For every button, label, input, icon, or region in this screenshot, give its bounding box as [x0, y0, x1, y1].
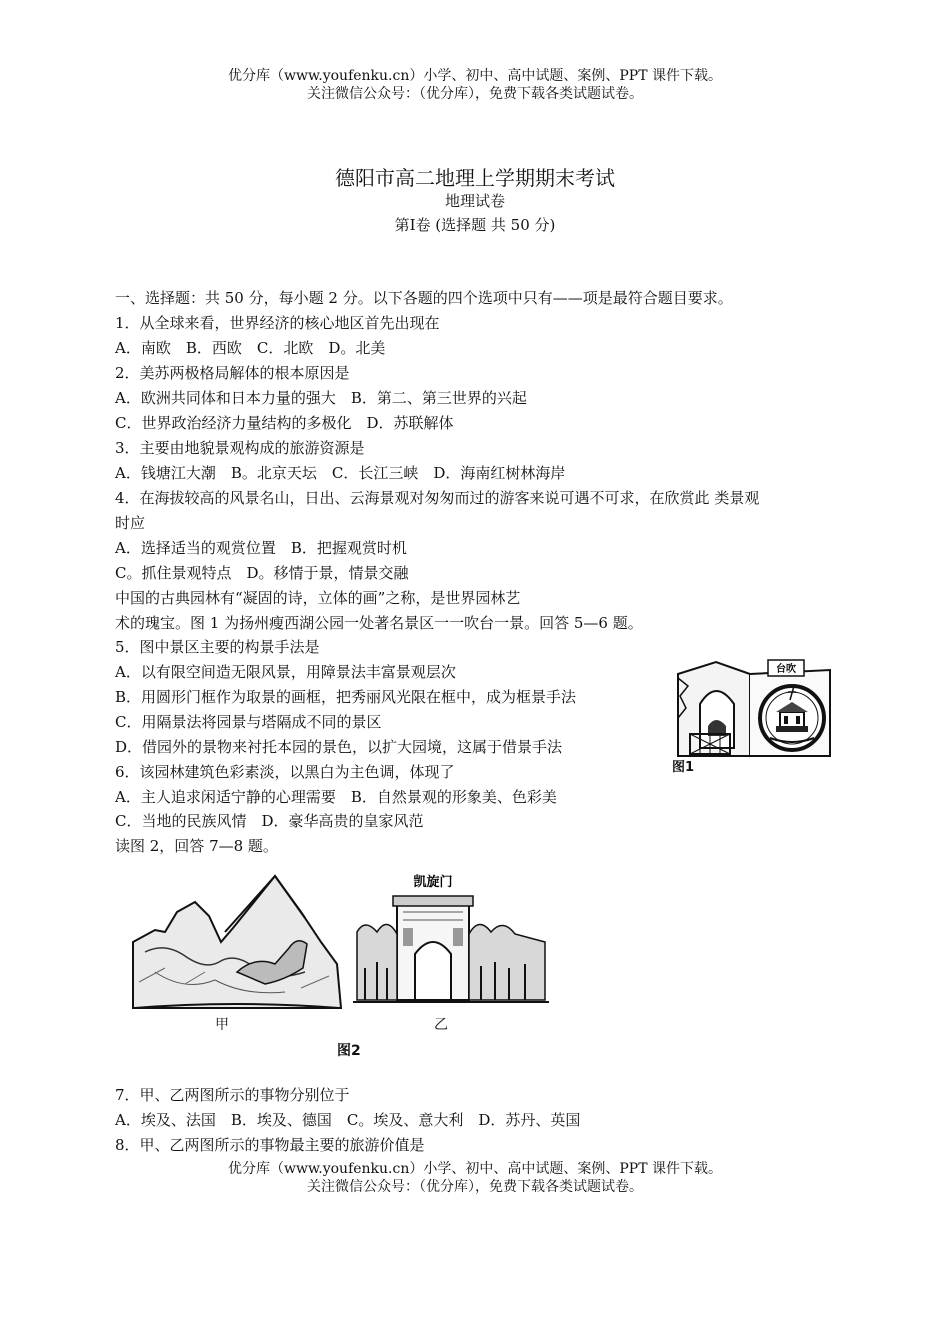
figure-2-right-image — [353, 874, 549, 1002]
question-3-options: A．钱塘江大潮 B。北京天坛 C．长江三峡 D．海南红树林海岸 — [115, 464, 566, 482]
figure-2-label-yi: 乙 — [434, 1017, 448, 1033]
instructions: 一、选择题：共 50 分，每小题 2 分。以下各题的四个选项中只有——项是最符合题目要求。 — [115, 289, 733, 307]
figure-2-caption: 图2 — [337, 1043, 361, 1059]
question-5-option-a: A．以有限空间造无限风景，用障景法丰富景观层次 — [115, 663, 456, 681]
figure-1 — [672, 656, 837, 776]
question-1: 1．从全球来看，世界经济的核心地区首先出现在 — [115, 314, 440, 332]
footer-line-2: 关注微信公众号：（优分库），免费下载各类试题试卷。 — [307, 1179, 643, 1195]
question-6-options-cd: C．当地的民族风情 D．豪华高贵的皇家风范 — [115, 812, 424, 830]
figure-2-drawing — [125, 872, 555, 1012]
question-8: 8．甲、乙两图所示的事物最主要的旅游价值是 — [115, 1136, 425, 1154]
header-line-2: 关注微信公众号：（优分库），免费下载各类试题试卷。 — [307, 86, 643, 102]
question-3: 3．主要由地貌景观构成的旅游资源是 — [115, 439, 365, 457]
question-7-options: A．埃及、法国 B．埃及、德国 C。埃及、意大利 D．苏丹、英国 — [115, 1111, 581, 1129]
question-5-option-c: C．用隔景法将园景与塔隔成不同的景区 — [115, 713, 382, 731]
passage-line-1: 中国的古典园林有“凝固的诗，立体的画”之称，是世界园林艺 — [115, 589, 521, 607]
question-2: 2．美苏两极格局解体的根本原因是 — [115, 364, 350, 382]
question-4-options-cd: C。抓住景观特点 D。移情于景，情景交融 — [115, 564, 409, 582]
section-title: 第Ⅰ卷 (选择题 共 50 分) — [394, 216, 556, 234]
question-2-options-ab: A．欧洲共同体和日本力量的强大 B．第二、第三世界的兴起 — [115, 389, 527, 407]
figure-2 — [125, 872, 555, 1062]
question-4: 4．在海拔较高的风景名山，日出、云海景观对匆匆而过的游客来说可遇不可求，在欣赏此 类景观 — [115, 489, 760, 507]
question-1-options: A．南欧 B．西欧 C．北欧 D。北美 — [115, 339, 386, 357]
figure-1-sign: 台吹 — [776, 664, 796, 675]
question-6: 6．该园林建筑色彩素淡，以黑白为主色调，体现了 — [115, 763, 455, 781]
question-4-continued: 时应 — [115, 514, 146, 532]
figure-1-drawing — [672, 656, 837, 776]
read-figure-2: 读图 2，回答 7—8 题。 — [115, 837, 278, 855]
figure-1-caption: 图1 — [672, 760, 695, 775]
figure-2-title: 凯旋门 — [413, 875, 453, 890]
page-title: 德阳市高二地理上学期期末考试 — [335, 166, 615, 190]
question-4-options-ab: A．选择适当的观赏位置 B．把握观赏时机 — [115, 539, 407, 557]
header-line-1: 优分库（www.youfenku.cn）小学、初中、高中试题、案例、PPT 课件下载。 — [227, 68, 722, 84]
figure-2-label-jia: 甲 — [215, 1017, 229, 1033]
question-2-options-cd: C．世界政治经济力量结构的多极化 D．苏联解体 — [115, 414, 454, 432]
figure-2-left-image — [133, 876, 341, 1008]
subject-title: 地理试卷 — [444, 192, 505, 210]
passage-line-2: 术的瑰宝。图 1 为扬州瘦西湖公园一处著名景区一一吹台一景。回答 5—6 题。 — [115, 614, 643, 632]
footer-line-1: 优分库（www.youfenku.cn）小学、初中、高中试题、案例、PPT 课件下载。 — [227, 1161, 722, 1177]
question-5-option-d: D．借园外的景物来衬托本园的景色，以扩大园境，这属于借景手法 — [115, 738, 563, 756]
question-6-options-ab: A．主人追求闲适宁静的心理需要 B．自然景观的形象美、色彩美 — [115, 788, 557, 806]
question-7: 7．甲、乙两图所示的事物分别位于 — [115, 1086, 350, 1104]
question-5: 5．图中景区主要的构景手法是 — [115, 638, 320, 656]
question-5-option-b: B．用圆形门框作为取景的画框，把秀丽风光限在框中，成为框景手法 — [115, 688, 577, 706]
